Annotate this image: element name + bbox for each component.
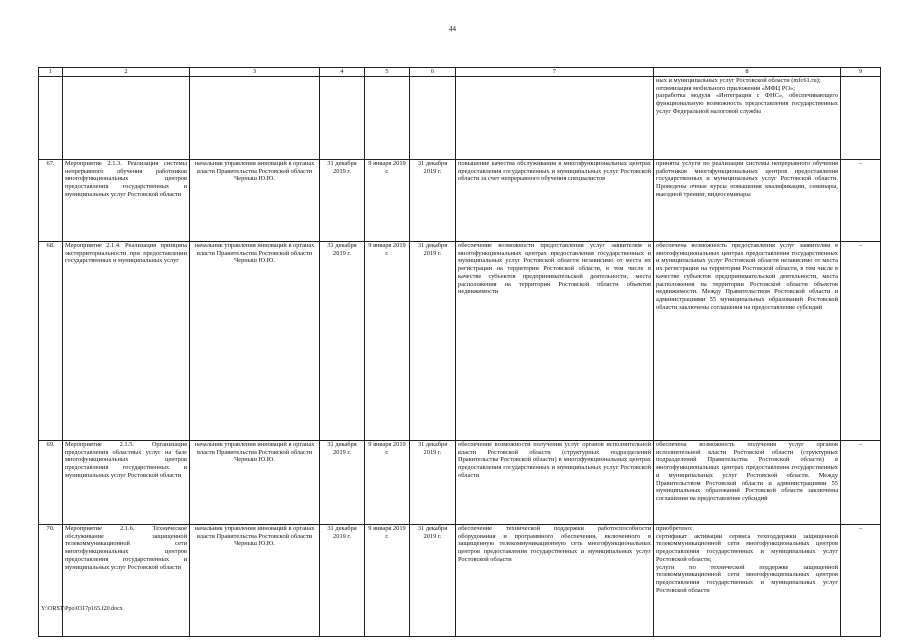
row-number: 69.	[39, 441, 63, 525]
measure-cell: Мероприятие 2.1.6. Техническое обслуживание защищенной телекоммуникационной сети многофункциональных центров предоставления государственных и муниципальных услуг Ростовской области	[63, 525, 190, 637]
responsible-cell: начальник управления инноваций в органах власти Правительства Ростовской области Черныш Ю.Ю.	[190, 525, 320, 637]
date-cell: 31 декабря 2019 г.	[320, 441, 365, 525]
status-cell: обеспечена возможность получения услуг органов исполнительной власти Ростовской области (структурных подразделений Правительства Ростовской области) в многофункциональных центрах предоставления государственных и муниципальных услуг Ростовской области. Между Правительством Ростовской области и администрациями 55 муниципальных образований Ростовской области заключены соглашения на предоставление субсидий	[654, 441, 841, 525]
row-number: 68.	[39, 242, 63, 441]
date-cell: 9 января 2019 г.	[365, 160, 410, 242]
date-cell: 9 января 2019 г.	[365, 441, 410, 525]
col-header-9: 9	[841, 68, 881, 77]
continuation-status: ных и муниципальных услуг Ростовской области (mfc61.ru); оптимизация мобильного приложения «МФЦ РО»; разработка модуля «Интеграция с ФНС», обеспечивающего функциональную возможность предоставления государственных услуг Федеральной налоговой службы	[654, 77, 841, 160]
date-cell: 9 января 2019 г.	[365, 525, 410, 637]
date-cell: 31 декабря 2019 г.	[320, 525, 365, 637]
status-cell: приняты услуги по реализации системы непрерывного обучения работников многофункциональных центров предоставления государственных и муниципальных услуг Ростовской области. Проведены очные курсы повышения квалификации, семинары, выездной тренинг, видеосеминары	[654, 160, 841, 242]
measure-cell: Мероприятие 2.1.5. Организация предоставления областных услуг на базе многофункциональных центров предоставления государственных и муниципальных услуг Ростовской области	[63, 441, 190, 525]
note-cell: –	[841, 242, 881, 441]
table-row	[39, 160, 881, 242]
note-cell: –	[841, 160, 881, 242]
result-cell: повышение качества обслуживания в многофункциональных центрах предоставления государственных и муниципальных услуг Ростовской области за счет непрерывного обучения специалистов	[456, 160, 654, 242]
date-cell: 31 декабря 2019 г.	[410, 242, 456, 441]
col-header-7: 7	[456, 68, 654, 77]
status-cell: приобретено: сертификат активации сервиса техподдержки защищенной телекоммуникационной сети многофункциональных центров предоставления государственных и муниципальных услуг Ростовской области; услуги по технической поддержке защищенной телекоммуникационной сети многофункциональных центров предоставления государственных и муниципальных услуг Ростовской области	[654, 525, 841, 637]
date-cell: 31 декабря 2019 г.	[410, 525, 456, 637]
header-row	[39, 68, 881, 77]
status-cell: обеспечена возможность предоставления услуг заявителям в многофункциональных центрах предоставления государственных и муниципальных услуг Ростовской области независимо от места их регистрации на территории Ростовской области, в том числе в качестве субъектов предпринимательской деятельности, места расположения на территории Ростовской области объектов недвижимости. Между Правительством Ростовской области и администрациями 55 муниципальных образований Ростовской области заключены соглашения на предоставление субсидий	[654, 242, 841, 441]
date-cell: 31 декабря 2019 г.	[410, 160, 456, 242]
date-cell: 31 декабря 2019 г.	[410, 441, 456, 525]
continuation-row	[39, 77, 881, 160]
table-row	[39, 242, 881, 441]
row-number: 70.	[39, 525, 63, 637]
col-header-5: 5	[365, 68, 410, 77]
measure-cell: Мероприятие 2.1.4. Реализация принципа экстерриториальности при предоставлении государственных и муниципальных услуг	[63, 242, 190, 441]
date-cell: 31 декабря 2019 г.	[320, 160, 365, 242]
note-cell: –	[841, 441, 881, 525]
table-row	[39, 525, 881, 637]
file-path-footer: Y:\ORST\Ppo\0317p165.f20.docx	[41, 606, 123, 612]
responsible-cell: начальник управления инноваций в органах власти Правительства Ростовской области Черныш Ю.Ю.	[190, 160, 320, 242]
result-cell: обеспечение технической поддержки работоспособности оборудования и программного обеспечения, включенного в защищенную телекоммуникационную сеть многофункциональных центров предоставления государственных и муниципальных услуг Ростовской области	[456, 525, 654, 637]
result-cell: обеспечение возможности предоставления услуг заявителям в многофункциональных центрах предоставления государственных и муниципальных услуг Ростовской области независимо от места их регистрации на территории Ростовской области, в том числе в качестве субъектов предпринимательской деятельности, места расположения на территории Ростовской области объектов недвижимости	[456, 242, 654, 441]
row-number: 67.	[39, 160, 63, 242]
measure-cell: Мероприятие 2.1.3. Реализация системы непрерывного обучения работников многофункциональных центров предоставления государственных и муниципальных услуг Ростовской области	[63, 160, 190, 242]
table-row	[39, 441, 881, 525]
col-header-8: 8	[654, 68, 841, 77]
responsible-cell: начальник управления инноваций в органах власти Правительства Ростовской области Черныш Ю.Ю.	[190, 242, 320, 441]
page-number: 44	[449, 25, 456, 33]
responsible-cell: начальник управления инноваций в органах власти Правительства Ростовской области Черныш Ю.Ю.	[190, 441, 320, 525]
date-cell: 9 января 2019 г.	[365, 242, 410, 441]
note-cell: –	[841, 525, 881, 637]
result-cell: обеспечение возможности получения услуг органов исполнительной власти Ростовской области (структурных подразделений Правительства Ростовской области) в многофункциональных центрах предоставления государственных и муниципальных услуг Ростовской области	[456, 441, 654, 525]
report-table	[38, 67, 881, 637]
col-header-6: 6	[410, 68, 456, 77]
col-header-1: 1	[39, 68, 63, 77]
col-header-2: 2	[63, 68, 190, 77]
col-header-3: 3	[190, 68, 320, 77]
date-cell: 31 декабря 2019 г.	[320, 242, 365, 441]
col-header-4: 4	[320, 68, 365, 77]
